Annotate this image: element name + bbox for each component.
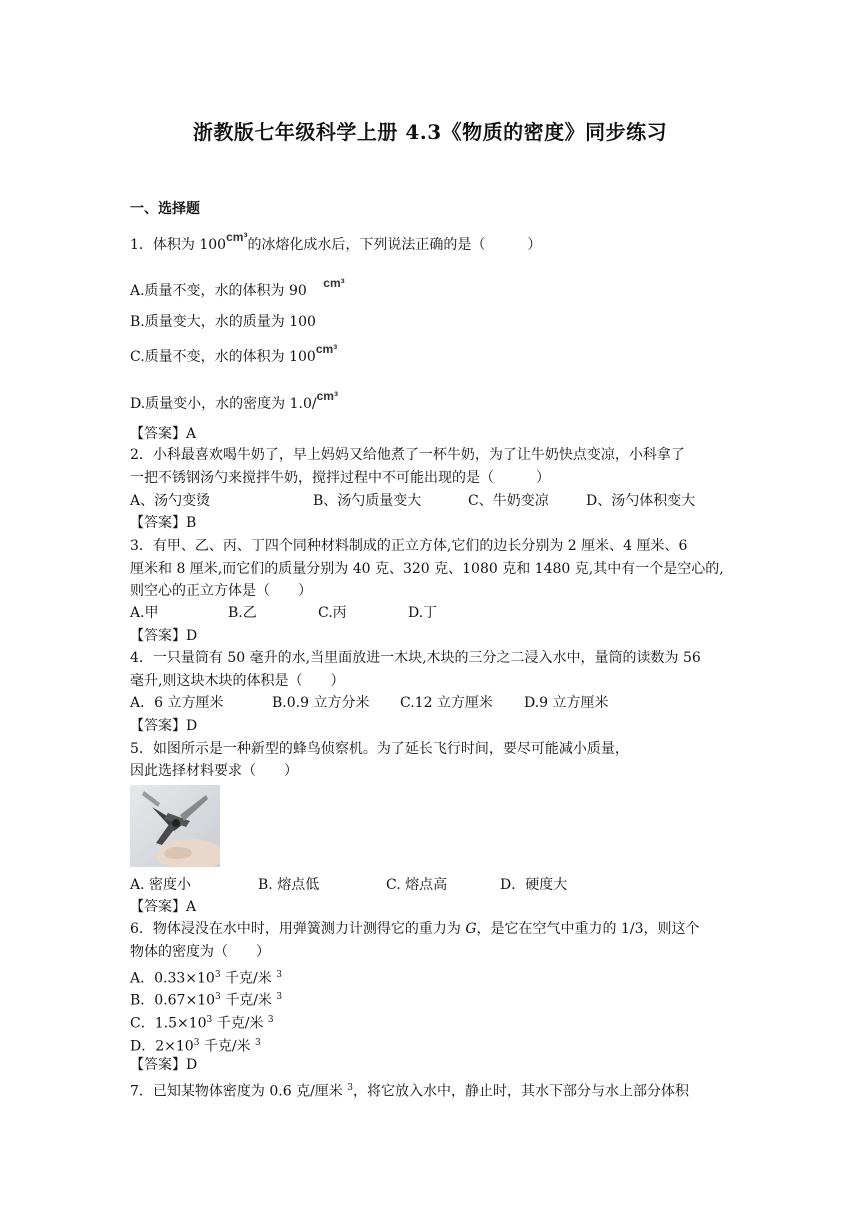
q5-option-d: D．硬度大 <box>500 877 568 893</box>
q1-text-before: 1．体积为 100 <box>130 237 227 253</box>
q6-option-b <box>130 988 282 1010</box>
q4-line-2: 毫升,则这块木块的体积是（ ） <box>130 673 345 689</box>
hummingbird-drone-illustration <box>130 785 220 867</box>
q3-line-1: 3．有甲、乙、丙、丁四个同种材料制成的正立方体,它们的边长分别为 2 厘米、4 厘米、6 <box>130 538 688 554</box>
exponent: 3 <box>214 970 221 980</box>
document-title: 浙教版七年级科学上册 4.3《物质的密度》同步练习 <box>192 120 668 144</box>
q2-line-1: 2．小科最喜欢喝牛奶了，早上妈妈又给他煮了一杯牛奶，为了让牛奶快点变凉，小科拿了 <box>130 447 685 463</box>
q5-line-2: 因此选择材料要求（ ） <box>130 763 298 779</box>
q5-option-c: C. 熔点高 <box>386 877 448 893</box>
q6-option-d-value: D．2×10 <box>130 1038 194 1055</box>
q6-line-1-part-a: 6．物体浸没在水中时，用弹簧测力计测得它的重力为 <box>130 921 466 937</box>
q4-options <box>130 694 609 712</box>
q6-variable-g: G <box>465 921 477 937</box>
q4-answer: 【答案】D <box>130 718 198 734</box>
q6-line-1-part-b: ，是它在空气中重力的 1/3，则这个 <box>476 921 700 937</box>
q6-option-a-value: A．0.33×10 <box>130 970 215 987</box>
q2-option-d: D、汤勺体积变大 <box>586 493 696 509</box>
q6-option-d <box>130 1034 261 1056</box>
exponent: 3 <box>255 1038 261 1048</box>
q1-option-b: B.质量变大，水的质量为 100 <box>130 314 316 330</box>
exponent: 3 <box>215 992 221 1002</box>
q3-line-3: 则空心的正立方体是（ ） <box>130 583 312 599</box>
exponent: 3 <box>347 1083 353 1093</box>
q1-text-after: 的冰熔化成水后，下列说法正确的是（ ） <box>247 237 542 253</box>
unit-text: 千克/米 <box>220 992 277 1009</box>
q6-option-a <box>130 966 282 988</box>
q3-option-d: D.丁 <box>408 605 438 621</box>
section-heading: 一、选择题 <box>130 201 200 217</box>
q1-option-a <box>130 276 345 300</box>
unit-text: 千克/米 <box>199 1038 256 1055</box>
q5-line-1: 5．如图所示是一种新型的蜂鸟侦察机。为了延长飞行时间，要尽可能减小质量， <box>130 741 629 757</box>
q3-answer: 【答案】D <box>130 628 198 644</box>
q1-answer: 【答案】A <box>130 426 197 442</box>
q7-line-1 <box>130 1079 689 1101</box>
q4-option-a: A．6 立方厘米 <box>130 695 224 711</box>
q2-option-b: B、汤勺质量变大 <box>313 493 422 509</box>
q4-option-c: C.12 立方厘米 <box>400 695 493 711</box>
q3-option-c: C.丙 <box>318 605 347 621</box>
q4-option-b: B.0.9 立方分米 <box>272 695 370 711</box>
q6-option-b-value: B．0.67×10 <box>130 992 216 1009</box>
cm3-unit: cm³ <box>315 342 338 356</box>
q3-option-b: B.乙 <box>228 605 257 621</box>
q5-option-b: B. 熔点低 <box>258 877 320 893</box>
q1-option-d <box>130 389 338 413</box>
cm3-unit: cm³ <box>316 389 338 403</box>
q2-option-a: A、汤勺变烫 <box>130 493 211 509</box>
q2-option-c: C、牛奶变凉 <box>468 493 549 509</box>
q6-option-c-value: C．1.5×10 <box>130 1015 207 1032</box>
q2-line-2: 一把不锈钢汤勺来搅拌牛奶，搅拌过程中不可能出现的是（ ） <box>130 470 550 486</box>
question-1 <box>130 230 542 254</box>
q7-line-1-part-a: 7．已知某物体密度为 0.6 克/厘米 <box>130 1083 348 1100</box>
q3-option-a: A.甲 <box>130 605 159 621</box>
exponent: 3 <box>267 1015 274 1025</box>
q2-options <box>130 492 695 510</box>
unit-text: 千克/米 <box>212 1015 268 1032</box>
hummingbird-drone-photo <box>130 785 220 867</box>
cm3-unit: cm³ <box>226 230 248 244</box>
q6-line-1 <box>130 920 700 938</box>
q3-options <box>130 604 437 622</box>
q4-option-d: D.9 立方厘米 <box>524 695 609 711</box>
q5-option-a: A. 密度小 <box>130 877 192 893</box>
q1-option-c <box>130 342 338 366</box>
q2-answer: 【答案】B <box>130 515 197 531</box>
unit-text: 千克/米 <box>220 970 277 987</box>
q5-answer: 【答案】A <box>130 899 197 915</box>
q1-option-d-text: D.质量变小，水的密度为 1.0/ <box>130 396 317 412</box>
q5-options <box>130 876 567 894</box>
q3-line-2: 厘米和 8 厘米,而它们的质量分别为 40 克、320 克、1080 克和 1480 克,其中有一个是空心的, <box>130 561 724 577</box>
exponent: 3 <box>206 1015 213 1025</box>
exponent: 3 <box>276 970 282 980</box>
q4-line-1: 4．一只量筒有 50 毫升的水,当里面放进一木块,木块的三分之二浸入水中，量筒的读数为 56 <box>130 650 701 666</box>
q6-line-2: 物体的密度为（ ） <box>130 944 270 960</box>
q6-option-c <box>130 1011 274 1033</box>
q1-option-a-text: A.质量不变，水的体积为 90 <box>130 283 307 299</box>
exponent: 3 <box>193 1038 200 1048</box>
q6-answer: 【答案】D <box>130 1057 198 1073</box>
exponent: 3 <box>276 992 283 1002</box>
cm3-unit: cm³ <box>323 276 345 290</box>
q1-option-c-text: C.质量不变，水的体积为 100 <box>130 349 316 365</box>
q7-line-1-part-b: ，将它放入水中，静止时，其水下部分与水上部分体积 <box>352 1083 689 1100</box>
